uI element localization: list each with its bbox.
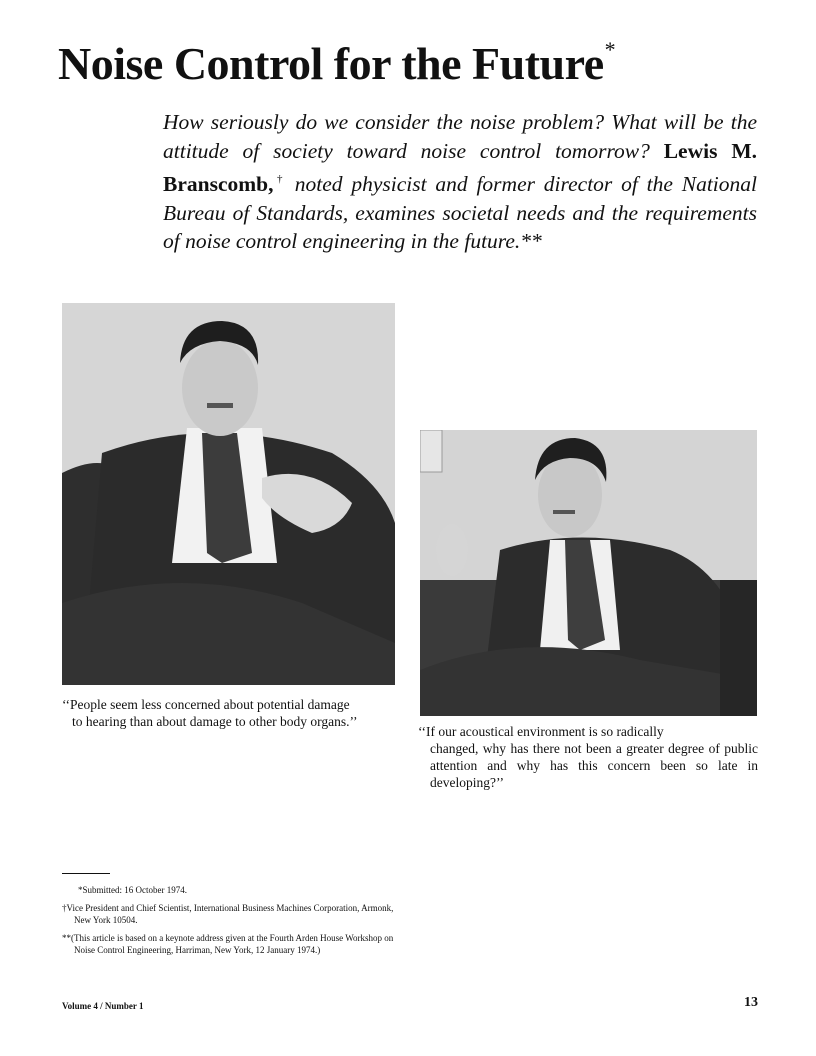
photo-right-image	[420, 430, 757, 716]
photo-left-caption	[62, 696, 402, 730]
title-footnote-mark: *	[604, 37, 616, 62]
caption-right-rest: changed, why has there not been a greater degree of public attention and why has this concern been so late in developing?’’	[430, 741, 758, 790]
caption-right-line-1: ‘‘If our acoustical environment is so radically	[418, 724, 664, 739]
photo-right-caption	[418, 723, 758, 791]
title-text: Noise Control for the Future	[58, 38, 604, 89]
caption-left-line-1: ‘‘People seem less concerned about potential damage	[62, 697, 350, 712]
photo-left-image	[62, 303, 395, 685]
footnote-divider	[62, 873, 110, 874]
footnote-submitted: *Submitted: 16 October 1974.	[78, 885, 187, 895]
photo-right	[420, 430, 757, 716]
lede-description: noted physicist and former director of the National Bureau of Standards, examines societal needs and the requirements of noise control engineering in the future.**	[163, 172, 757, 253]
author-name: Lewis M. Branscomb,	[163, 138, 757, 196]
footnote-author-affiliation: †Vice President and Chief Scientist, International Business Machines Corporation, Armonk, New York 10504.	[62, 903, 394, 925]
caption-left-line-2: to hearing than about damage to other body organs.’’	[72, 714, 358, 729]
article-lede	[163, 108, 757, 256]
photo-left	[62, 303, 395, 685]
lede-intro: How seriously do we consider the noise problem? What will be the attitude of society toward noise control tomorrow?	[163, 110, 757, 163]
footnote-article-source: **(This article is based on a keynote address given at the Fourth Arden House Workshop on Noise Control Engineering, Harriman, New York, 12 January 1974.)	[62, 933, 394, 955]
author-footnote-mark: †	[273, 173, 286, 185]
issue-label: Volume 4 / Number 1	[62, 1001, 144, 1011]
footnotes	[62, 884, 402, 962]
page-number: 13	[744, 995, 758, 1010]
article-title	[58, 38, 615, 90]
